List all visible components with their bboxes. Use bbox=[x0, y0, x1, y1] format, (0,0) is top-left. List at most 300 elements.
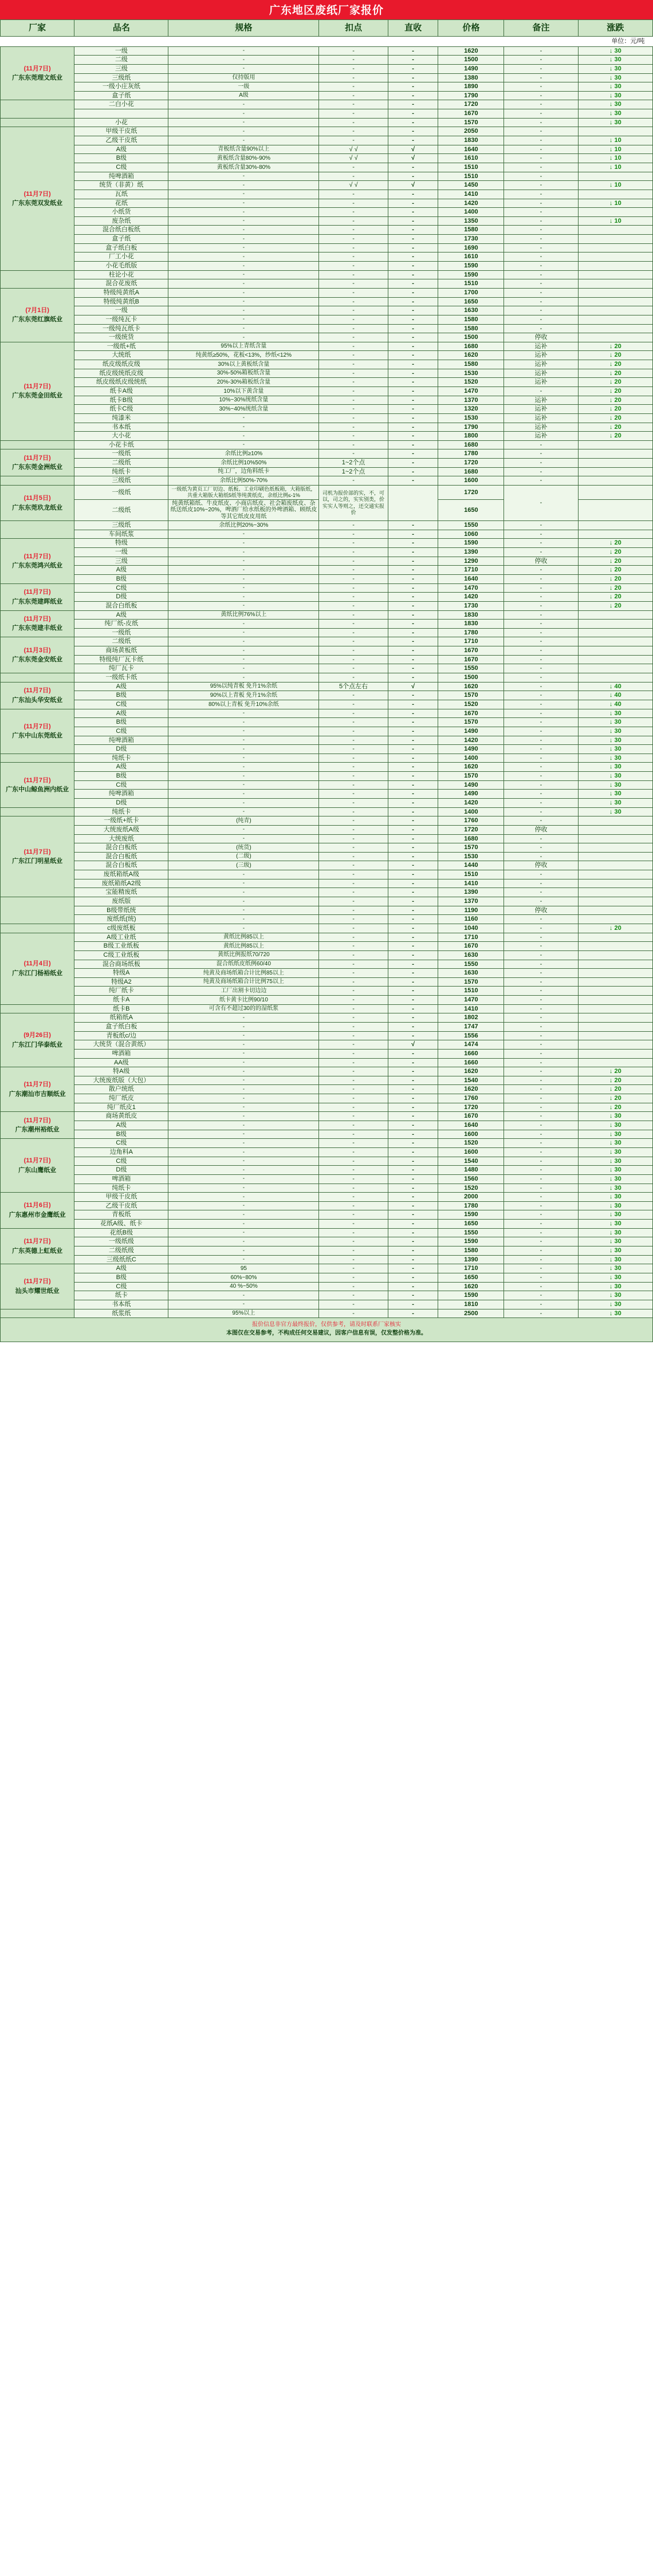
change-cell bbox=[578, 262, 652, 271]
note-cell: 停收 bbox=[504, 333, 578, 342]
price-cell: 1450 bbox=[438, 181, 504, 190]
spec-cell: 30%以上黄板纸含量 bbox=[168, 360, 319, 369]
change-cell bbox=[578, 1076, 652, 1085]
direct-cell: - bbox=[388, 235, 438, 244]
spec-cell: - bbox=[168, 118, 319, 127]
spec-cell: 30%-50%箱板纸含量 bbox=[168, 369, 319, 378]
factory-date: (11月7日) bbox=[23, 723, 51, 730]
deduction-cell: - bbox=[319, 386, 388, 396]
spec-cell: 可含有不超过30的的湿纸浆 bbox=[168, 1004, 319, 1013]
deduction-cell: - bbox=[319, 673, 388, 683]
deduction-cell: - bbox=[319, 1031, 388, 1040]
price-cell: 1510 bbox=[438, 987, 504, 996]
product-cell: 乙级干皮纸 bbox=[74, 136, 168, 145]
change-value: ↓ 30 bbox=[609, 1193, 621, 1201]
spec-cell: - bbox=[168, 736, 319, 745]
price-cell: 1680 bbox=[438, 440, 504, 449]
product-cell: 甲级干皮纸 bbox=[74, 127, 168, 136]
change-cell bbox=[578, 682, 652, 691]
product-cell: 纯厂纸卡 bbox=[74, 987, 168, 996]
factory-cell bbox=[1, 610, 74, 637]
table-row bbox=[1, 610, 653, 620]
footer bbox=[0, 1318, 653, 1342]
note-cell: - bbox=[504, 1130, 578, 1139]
product-cell: 乙级干皮纸 bbox=[74, 1201, 168, 1210]
change-cell bbox=[578, 852, 652, 861]
note-cell: - bbox=[504, 100, 578, 109]
direct-cell: - bbox=[388, 279, 438, 289]
note-cell: - bbox=[504, 1273, 578, 1282]
price-cell: 1510 bbox=[438, 163, 504, 172]
spec-cell: - bbox=[168, 253, 319, 262]
price-cell: 1570 bbox=[438, 118, 504, 127]
price-cell: 1040 bbox=[438, 924, 504, 933]
direct-cell: - bbox=[388, 807, 438, 816]
direct-cell: - bbox=[388, 557, 438, 566]
table-row bbox=[1, 64, 653, 73]
change-cell bbox=[578, 557, 652, 566]
direct-cell: - bbox=[388, 1309, 438, 1318]
change-cell bbox=[578, 727, 652, 736]
direct-cell: - bbox=[388, 46, 438, 56]
note-cell: - bbox=[504, 1220, 578, 1229]
change-value: ↓ 30 bbox=[609, 1273, 621, 1281]
price-cell: 1590 bbox=[438, 262, 504, 271]
change-cell bbox=[578, 548, 652, 557]
price-cell: 1730 bbox=[438, 601, 504, 610]
price-cell: 1520 bbox=[438, 700, 504, 709]
note-cell: 运补 bbox=[504, 351, 578, 360]
table-row bbox=[1, 1085, 653, 1094]
price-cell: 1780 bbox=[438, 1201, 504, 1210]
note-cell: - bbox=[504, 1193, 578, 1202]
direct-cell: - bbox=[388, 306, 438, 315]
direct-cell: - bbox=[388, 1031, 438, 1040]
col-note: 备注 bbox=[504, 20, 578, 37]
note-cell: - bbox=[504, 1139, 578, 1148]
deduction-cell: - bbox=[319, 449, 388, 459]
table-row bbox=[1, 297, 653, 306]
note-cell: - bbox=[504, 1264, 578, 1273]
table-row bbox=[1, 315, 653, 324]
change-value: ↓ 30 bbox=[609, 1122, 621, 1129]
product-cell: A级 bbox=[74, 682, 168, 691]
price-cell: 1556 bbox=[438, 1031, 504, 1040]
price-cell: 1474 bbox=[438, 1040, 504, 1050]
note-cell: - bbox=[504, 664, 578, 673]
table-row bbox=[1, 351, 653, 360]
direct-cell: - bbox=[388, 1237, 438, 1246]
direct-cell: - bbox=[388, 960, 438, 969]
factory-name: 广东中山鲸鱼洲内纸业 bbox=[6, 786, 69, 794]
change-value: ↓ 30 bbox=[609, 1130, 621, 1138]
change-value: ↓ 30 bbox=[609, 1113, 621, 1120]
direct-cell: - bbox=[388, 879, 438, 888]
direct-cell: - bbox=[388, 1157, 438, 1166]
footer-disclaimer-2: 本图仅在交易参考，不构成任何交易建议，因客户信息有误，仅发整价格为准。 bbox=[226, 1330, 427, 1336]
note-cell: - bbox=[504, 279, 578, 289]
product-cell: 瓦纸 bbox=[74, 190, 168, 199]
change-cell bbox=[578, 933, 652, 942]
deduction-cell: - bbox=[319, 646, 388, 656]
spec-cell: 纸卡黄卡比例90/10 bbox=[168, 996, 319, 1005]
direct-cell: - bbox=[388, 888, 438, 897]
table-row bbox=[1, 459, 653, 468]
direct-cell: - bbox=[388, 1103, 438, 1112]
table-row bbox=[1, 172, 653, 181]
price-cell: 1710 bbox=[438, 566, 504, 575]
price-cell: 1590 bbox=[438, 1291, 504, 1300]
direct-cell: - bbox=[388, 163, 438, 172]
price-cell: 1400 bbox=[438, 754, 504, 763]
direct-cell: - bbox=[388, 1112, 438, 1121]
note-cell: - bbox=[504, 1282, 578, 1291]
change-cell bbox=[578, 879, 652, 888]
table-row bbox=[1, 772, 653, 781]
spec-cell: 余纸比例50%-70% bbox=[168, 476, 319, 486]
note-cell: - bbox=[504, 620, 578, 629]
factory-cell bbox=[1, 440, 74, 449]
direct-cell: - bbox=[388, 1210, 438, 1220]
spec-cell: 黄板纸含量80%-90% bbox=[168, 154, 319, 163]
table-row bbox=[1, 593, 653, 602]
product-cell: 二级纸级 bbox=[74, 1246, 168, 1256]
table-row bbox=[1, 933, 653, 942]
change-value: ↓ 10 bbox=[609, 199, 621, 207]
product-cell: B级 bbox=[74, 1273, 168, 1282]
note-cell: - bbox=[504, 297, 578, 306]
product-cell: A级 bbox=[74, 610, 168, 620]
price-cell: 1650 bbox=[438, 499, 504, 521]
table-row bbox=[1, 163, 653, 172]
note-cell: - bbox=[504, 754, 578, 763]
deduction-cell: - bbox=[319, 977, 388, 987]
deduction-cell: - bbox=[319, 745, 388, 754]
change-value: ↓ 30 bbox=[609, 736, 621, 744]
deduction-cell: - bbox=[319, 1013, 388, 1023]
change-value: ↓ 30 bbox=[609, 1184, 621, 1192]
change-cell bbox=[578, 306, 652, 315]
table-row bbox=[1, 709, 653, 718]
change-cell bbox=[578, 1094, 652, 1103]
direct-cell: - bbox=[388, 1094, 438, 1103]
factory-cell bbox=[1, 1228, 74, 1264]
price-cell: 1490 bbox=[438, 790, 504, 799]
table-row bbox=[1, 1237, 653, 1246]
direct-cell: - bbox=[388, 1121, 438, 1130]
price-cell: 1530 bbox=[438, 413, 504, 423]
change-value: ↓ 30 bbox=[609, 719, 621, 726]
change-value: ↓ 10 bbox=[609, 217, 621, 224]
product-cell: 废杂纸 bbox=[74, 216, 168, 226]
deduction-cell: - bbox=[319, 1309, 388, 1318]
factory-name: 广东汕头华安纸业 bbox=[12, 696, 63, 704]
note-cell: - bbox=[504, 440, 578, 449]
direct-cell: - bbox=[388, 253, 438, 262]
table-row bbox=[1, 646, 653, 656]
price-cell: 1540 bbox=[438, 1157, 504, 1166]
deduction-cell: - bbox=[319, 1228, 388, 1237]
spec-cell: (统货) bbox=[168, 843, 319, 853]
spec-cell: - bbox=[168, 709, 319, 718]
note-cell: 运补 bbox=[504, 360, 578, 369]
table-row bbox=[1, 718, 653, 727]
spec-cell: 90%以上青板 免升1%余纸 bbox=[168, 691, 319, 700]
table-row bbox=[1, 727, 653, 736]
table-row bbox=[1, 798, 653, 807]
change-value: ↓ 30 bbox=[609, 745, 621, 753]
spec-cell: 95%以上青纸含量 bbox=[168, 342, 319, 351]
change-cell bbox=[578, 870, 652, 879]
note-cell: - bbox=[504, 1023, 578, 1032]
factory-date: (11月7日) bbox=[23, 1117, 51, 1124]
note-cell: - bbox=[504, 924, 578, 933]
spec-cell: - bbox=[168, 440, 319, 449]
change-cell bbox=[578, 942, 652, 951]
product-cell: C级 bbox=[74, 1157, 168, 1166]
product-cell: 混合花废纸 bbox=[74, 279, 168, 289]
factory-cell bbox=[1, 754, 74, 763]
deduction-cell: 1~2个点 bbox=[319, 459, 388, 468]
spec-cell: - bbox=[168, 1255, 319, 1264]
product-cell: 厂工小花 bbox=[74, 253, 168, 262]
change-cell bbox=[578, 521, 652, 530]
table-row bbox=[1, 888, 653, 897]
price-cell: 1630 bbox=[438, 950, 504, 960]
price-cell: 1320 bbox=[438, 405, 504, 414]
direct-cell: - bbox=[388, 1076, 438, 1085]
direct-cell: - bbox=[388, 745, 438, 754]
change-value: ↓ 30 bbox=[609, 1157, 621, 1165]
note-cell: - bbox=[504, 1094, 578, 1103]
note-cell: - bbox=[504, 1255, 578, 1264]
deduction-cell: - bbox=[319, 996, 388, 1005]
factory-cell bbox=[1, 1112, 74, 1139]
product-cell: 商场黄纸皮 bbox=[74, 1112, 168, 1121]
change-cell bbox=[578, 1282, 652, 1291]
factory-cell bbox=[1, 1264, 74, 1309]
change-cell bbox=[578, 163, 652, 172]
spec-cell: - bbox=[168, 646, 319, 656]
change-value: ↓ 10 bbox=[609, 163, 621, 171]
direct-cell: - bbox=[388, 1228, 438, 1237]
direct-cell: - bbox=[388, 646, 438, 656]
change-cell bbox=[578, 977, 652, 987]
change-value: ↓ 30 bbox=[609, 1283, 621, 1290]
deduction-cell: 5个点左右 bbox=[319, 682, 388, 691]
price-cell: 1640 bbox=[438, 574, 504, 583]
table-row bbox=[1, 915, 653, 924]
deduction-cell: - bbox=[319, 396, 388, 405]
deduction-cell: - bbox=[319, 843, 388, 853]
product-cell: 混合商场纸板 bbox=[74, 960, 168, 969]
change-value: ↓ 30 bbox=[609, 1309, 621, 1317]
deduction-cell: - bbox=[319, 933, 388, 942]
product-cell: 特级 bbox=[74, 539, 168, 548]
note-cell: 运补 bbox=[504, 369, 578, 378]
change-cell bbox=[578, 91, 652, 100]
note-cell: - bbox=[504, 1228, 578, 1237]
factory-cell bbox=[1, 270, 74, 288]
price-cell: 2050 bbox=[438, 127, 504, 136]
table-row bbox=[1, 1076, 653, 1085]
table-row bbox=[1, 539, 653, 548]
change-cell bbox=[578, 190, 652, 199]
deduction-cell: - bbox=[319, 601, 388, 610]
note-cell: - bbox=[504, 1166, 578, 1175]
table-row bbox=[1, 279, 653, 289]
note-cell: - bbox=[504, 646, 578, 656]
change-cell bbox=[578, 73, 652, 82]
direct-cell: - bbox=[388, 386, 438, 396]
deduction-cell: - bbox=[319, 413, 388, 423]
factory-name: 广东东莞鸿兴纸业 bbox=[12, 562, 63, 569]
change-cell bbox=[578, 691, 652, 700]
table-row bbox=[1, 396, 653, 405]
note-cell: - bbox=[504, 1246, 578, 1256]
table-row bbox=[1, 736, 653, 745]
note-cell: - bbox=[504, 235, 578, 244]
table-row bbox=[1, 486, 653, 500]
note-cell: - bbox=[504, 226, 578, 235]
spec-cell: - bbox=[168, 270, 319, 279]
change-cell bbox=[578, 440, 652, 449]
price-cell: 1410 bbox=[438, 190, 504, 199]
spec-cell: 工厂出割卡切边边 bbox=[168, 987, 319, 996]
note-cell: - bbox=[504, 467, 578, 476]
deduction-cell: - bbox=[319, 942, 388, 951]
note-cell: - bbox=[504, 306, 578, 315]
table-row bbox=[1, 342, 653, 351]
price-cell: 1620 bbox=[438, 1282, 504, 1291]
change-value: ↓ 30 bbox=[609, 763, 621, 771]
spec-cell: - bbox=[168, 181, 319, 190]
factory-date: (11月7日) bbox=[23, 382, 51, 390]
price-cell: 1650 bbox=[438, 1273, 504, 1282]
direct-cell: - bbox=[388, 1013, 438, 1023]
direct-cell: - bbox=[388, 1049, 438, 1058]
change-value: ↓ 20 bbox=[609, 924, 621, 932]
direct-cell: - bbox=[388, 754, 438, 763]
price-cell: 1410 bbox=[438, 879, 504, 888]
deduction-cell: - bbox=[319, 736, 388, 745]
product-cell: 一级纸+纸 bbox=[74, 342, 168, 351]
factory-name: 广东东莞双发纸业 bbox=[12, 200, 63, 207]
change-value: ↓ 30 bbox=[609, 1247, 621, 1255]
change-cell bbox=[578, 342, 652, 351]
table-row bbox=[1, 843, 653, 853]
spec-cell: 纯黄纸箱纸、牛皮纸皮、小商店纸皮、社会箱废纸皮、杂纸送纸皮10%~20%，啤酒厂给水纸板的外啤酒箱、顾纸皮等其它纸皮皮用纸 bbox=[168, 499, 319, 521]
change-cell bbox=[578, 216, 652, 226]
price-cell: 1580 bbox=[438, 315, 504, 324]
direct-cell: - bbox=[388, 548, 438, 557]
table-row bbox=[1, 423, 653, 432]
price-cell: 1470 bbox=[438, 386, 504, 396]
price-cell: 1370 bbox=[438, 897, 504, 906]
product-cell: 一级纸 bbox=[74, 486, 168, 500]
note-cell: - bbox=[504, 977, 578, 987]
page-title: 广东地区废纸厂家报价 bbox=[269, 5, 384, 17]
deduction-cell: - bbox=[319, 476, 388, 486]
note-cell: - bbox=[504, 593, 578, 602]
change-cell bbox=[578, 109, 652, 119]
deduction-cell: - bbox=[319, 924, 388, 933]
table-row bbox=[1, 1049, 653, 1058]
price-cell: 1550 bbox=[438, 664, 504, 673]
deduction-cell: - bbox=[319, 754, 388, 763]
table-row bbox=[1, 780, 653, 790]
change-value: ↓ 20 bbox=[609, 1095, 621, 1102]
table-row bbox=[1, 467, 653, 476]
product-cell: B级 bbox=[74, 772, 168, 781]
note-cell: - bbox=[504, 682, 578, 691]
table-row bbox=[1, 449, 653, 459]
price-cell: 1550 bbox=[438, 1228, 504, 1237]
table-row bbox=[1, 440, 653, 449]
deduction-cell: - bbox=[319, 163, 388, 172]
deduction-cell: - bbox=[319, 136, 388, 145]
note-cell: - bbox=[504, 476, 578, 486]
table-row bbox=[1, 637, 653, 646]
change-value: ↓ 30 bbox=[609, 47, 621, 54]
note-cell: - bbox=[504, 772, 578, 781]
product-cell: 盒子纸白板 bbox=[74, 1023, 168, 1032]
deduction-cell: - bbox=[319, 360, 388, 369]
change-cell bbox=[578, 208, 652, 217]
product-cell: B级 bbox=[74, 574, 168, 583]
table-row bbox=[1, 243, 653, 253]
change-cell bbox=[578, 1291, 652, 1300]
product-cell: C级 bbox=[74, 700, 168, 709]
price-cell: 1580 bbox=[438, 1246, 504, 1256]
factory-date: (11月7日) bbox=[23, 589, 51, 596]
spec-cell: - bbox=[168, 1220, 319, 1229]
direct-cell: - bbox=[388, 915, 438, 924]
spec-cell: - bbox=[168, 226, 319, 235]
table-row bbox=[1, 145, 653, 154]
product-cell: 大统货（混合黄纸） bbox=[74, 1040, 168, 1050]
spec-cell: - bbox=[168, 637, 319, 646]
note-cell: - bbox=[504, 199, 578, 208]
change-value: ↓ 30 bbox=[609, 1220, 621, 1228]
direct-cell: - bbox=[388, 1273, 438, 1282]
table-row bbox=[1, 262, 653, 271]
deduction-cell: - bbox=[319, 870, 388, 879]
table-row bbox=[1, 700, 653, 709]
table-row bbox=[1, 1130, 653, 1139]
spec-cell: - bbox=[168, 279, 319, 289]
factory-date: (11月7日) bbox=[23, 190, 51, 198]
factory-name: 广东东莞金田纸业 bbox=[12, 392, 63, 400]
price-cell: 1570 bbox=[438, 843, 504, 853]
deduction-cell: - bbox=[319, 1004, 388, 1013]
direct-cell: - bbox=[388, 360, 438, 369]
table-row bbox=[1, 673, 653, 683]
direct-cell: - bbox=[388, 100, 438, 109]
product-cell: 纸箱纸A bbox=[74, 1013, 168, 1023]
factory-cell bbox=[1, 127, 74, 270]
product-cell: B级 bbox=[74, 691, 168, 700]
change-value: ↓ 30 bbox=[609, 1256, 621, 1263]
spec-cell: - bbox=[168, 172, 319, 181]
factory-name: 广东中山东莞纸业 bbox=[12, 732, 63, 740]
product-cell: 纸浆纸 bbox=[74, 1309, 168, 1318]
price-cell: 1640 bbox=[438, 145, 504, 154]
table-row bbox=[1, 834, 653, 843]
note-cell: - bbox=[504, 1049, 578, 1058]
change-value: ↓ 10 bbox=[609, 137, 621, 144]
table-row bbox=[1, 56, 653, 65]
